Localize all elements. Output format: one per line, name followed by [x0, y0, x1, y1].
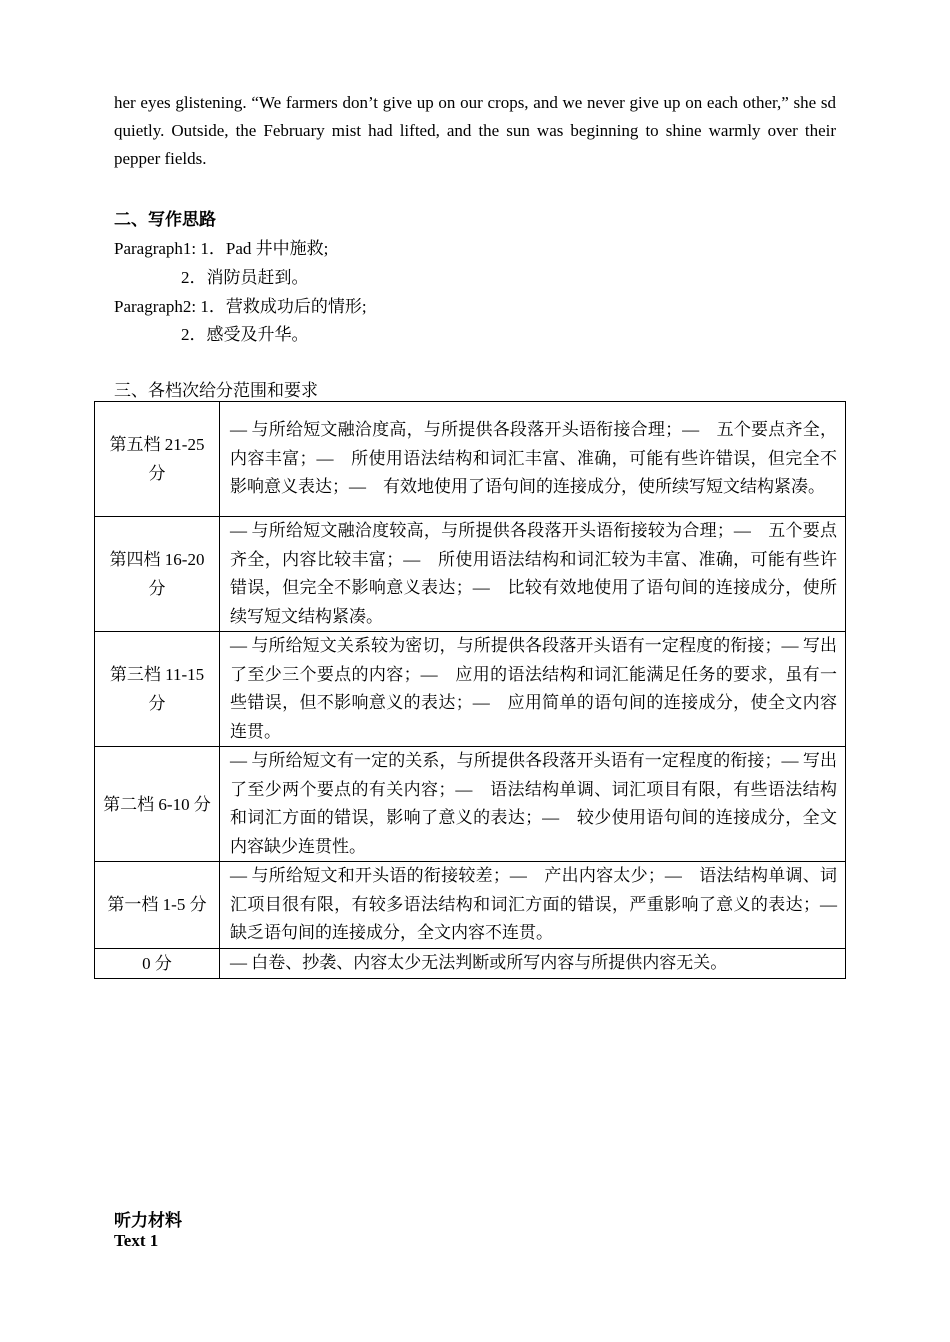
grade-level: 第一档 1-5 分 — [95, 862, 220, 949]
grade-description: — 与所给短文有一定的关系，与所提供各段落开头语有一定程度的衔接；— 写出了至少两个要点的有关内容；— 语法结构单调、词汇项目有限，有些语法结构和词汇方面的错误，影响了意义的表达；— 较少使用语句间的连接成分，全文内容缺少连贯性。 — [220, 747, 846, 862]
paragraph1-point1: Paragraph1: 1．Pad 井中施救; — [114, 239, 329, 258]
grade-level: 第四档 16-20 分 — [95, 517, 220, 632]
table-row — [95, 948, 846, 978]
grade-description: — 与所给短文和开头语的衔接较差；— 产出内容太少；— 语法结构单调、词汇项目很有限，有较多语法结构和词汇方面的错误，严重影响了意义的表达；— 缺乏语句间的连接成分，全文内容不连贯。 — [220, 862, 846, 949]
paragraph2-point1: Paragraph2: 1．营救成功后的情形; — [114, 297, 367, 316]
table-row — [95, 747, 846, 862]
grade-description: — 白卷、抄袭、内容太少无法判断或所写内容与所提供内容无关。 — [220, 948, 846, 978]
table-row — [95, 402, 846, 517]
grade-description: — 与所给短文融洽度较高，与所提供各段落开头语衔接较为合理；— 五个要点齐全，内容比较丰富；— 所使用语法结构和词汇较为丰富、准确，可能有些许错误，但完全不影响意义表达；— 比较有效地使用了语句间的连接成分，使所续写短文结构紧凑。 — [220, 517, 846, 632]
writing-ideas-heading: 二、写作思路 — [114, 210, 216, 229]
paragraph1-point2: 2．消防员赶到。 — [181, 268, 309, 287]
grade-level: 第三档 11-15 分 — [95, 632, 220, 747]
story-paragraph: her eyes glistening. “We farmers don’t give up on our crops, and we never give up on each other,” she sd quietly. Outside, the February mist had lifted, and the sun was beginning to shine warmly over their pepper fields. — [114, 93, 836, 168]
grading-table — [94, 401, 854, 979]
table-row — [95, 632, 846, 747]
paragraph2-point2: 2．感受及升华。 — [181, 325, 309, 344]
text-label: Text 1 — [114, 1231, 159, 1250]
grade-level: 0 分 — [95, 948, 220, 978]
table-row — [95, 862, 846, 949]
table-row — [95, 517, 846, 632]
grade-level: 第二档 6-10 分 — [95, 747, 220, 862]
grade-description: — 与所给短文关系较为密切，与所提供各段落开头语有一定程度的衔接；— 写出了至少三个要点的内容；— 应用的语法结构和词汇能满足任务的要求，虽有一些错误，但不影响意义的表达；— 应用简单的语句间的连接成分，使全文内容连贯。 — [220, 632, 846, 747]
grade-level: 第五档 21-25 分 — [95, 402, 220, 517]
grade-description: — 与所给短文融洽度高，与所提供各段落开头语衔接合理；— 五个要点齐全，内容丰富；— 所使用语法结构和词汇丰富、准确，可能有些许错误，但完全不影响意义表达；— 有效地使用了语句间的连接成分，使所续写短文结构紧凑。 — [220, 402, 846, 517]
listening-heading: 听力材料 — [114, 1211, 182, 1230]
grading-heading: 三、各档次给分范围和要求 — [114, 381, 318, 400]
